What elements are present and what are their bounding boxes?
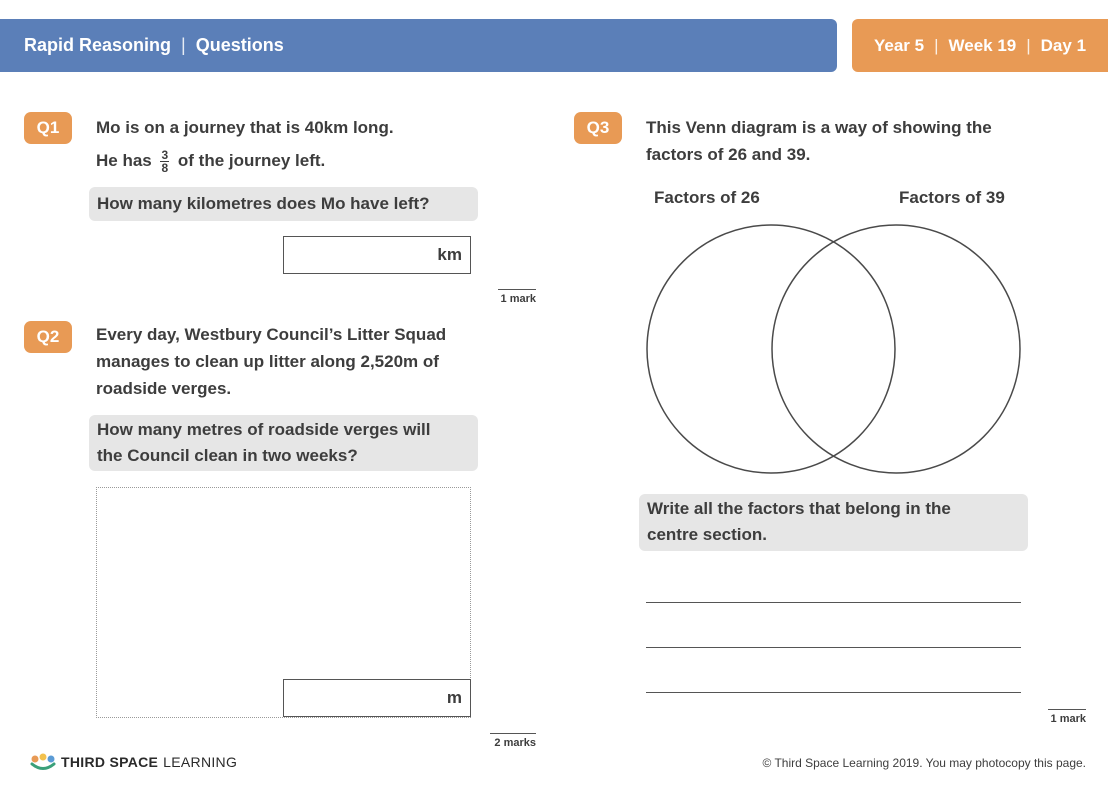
q1-question-box xyxy=(89,187,478,221)
year-label: Year 5 xyxy=(873,35,925,55)
q3-question-box xyxy=(639,494,1028,551)
q2-line-3: roadside verges. xyxy=(96,379,232,398)
q3-answer-line-2[interactable] xyxy=(646,647,1021,648)
q3-marks: 1 mark xyxy=(1048,709,1086,725)
venn-diagram xyxy=(640,218,1030,480)
footer-logo xyxy=(29,753,237,771)
venn-right-label: Factors of 39 xyxy=(899,188,1005,207)
logo-light-text: LEARNING xyxy=(163,754,238,770)
week-separator-2: | xyxy=(1026,35,1031,55)
q1-unit: km xyxy=(437,245,462,264)
header-bar xyxy=(0,19,837,72)
header-separator: | xyxy=(181,35,186,55)
venn-left-circle xyxy=(647,225,895,473)
header-section: Questions xyxy=(195,35,284,55)
q1-line2-after: of the journey left. xyxy=(177,151,326,170)
day-label: Day 1 xyxy=(1040,35,1087,55)
tsl-logo-icon xyxy=(29,753,57,771)
q1-text xyxy=(96,114,496,174)
q1-question: How many kilometres does Mo have left? xyxy=(97,194,430,213)
q2-line-1: Every day, Westbury Council’s Litter Squad xyxy=(96,325,447,344)
q2-marks: 2 marks xyxy=(490,733,536,749)
q3-text xyxy=(646,114,1066,168)
q3-question-line-2: centre section. xyxy=(647,525,767,544)
q3-line-2: factors of 26 and 39. xyxy=(646,145,811,164)
q1-marks: 1 mark xyxy=(498,289,536,305)
q2-text xyxy=(96,321,516,402)
q1-badge: Q1 xyxy=(24,112,72,144)
q2-unit: m xyxy=(446,688,462,707)
q2-answer-box[interactable] xyxy=(283,679,471,717)
q2-question-box xyxy=(89,415,478,471)
q1-line1: Mo is on a journey that is 40km long. xyxy=(96,118,394,137)
q3-answer-line-3[interactable] xyxy=(646,692,1021,693)
q3-line-1: This Venn diagram is a way of showing the xyxy=(646,118,992,137)
venn-left-label: Factors of 26 xyxy=(654,188,760,207)
week-separator-1: | xyxy=(934,35,939,55)
week-label: Week 19 xyxy=(948,35,1017,55)
q2-question-line-1: How many metres of roadside verges will xyxy=(97,420,431,439)
q3-badge: Q3 xyxy=(574,112,622,144)
q1-fraction-denominator: 8 xyxy=(161,161,169,176)
q2-question-line-2: the Council clean in two weeks? xyxy=(97,446,358,465)
q1-fraction-numerator: 3 xyxy=(161,148,169,163)
q1-answer-box[interactable] xyxy=(283,236,471,274)
q2-badge: Q2 xyxy=(24,321,72,353)
q3-answer-line-1[interactable] xyxy=(646,602,1021,603)
week-bar xyxy=(852,19,1108,72)
logo-bold-text: THIRD SPACE xyxy=(61,754,159,770)
q3-question-line-1: Write all the factors that belong in the xyxy=(647,499,951,518)
q1-line2-before: He has xyxy=(96,151,152,170)
footer-copyright: © Third Space Learning 2019. You may photocopy this page. xyxy=(762,756,1086,770)
venn-right-circle xyxy=(772,225,1020,473)
q1-line2 xyxy=(96,147,496,174)
q1-fraction xyxy=(160,149,169,174)
q2-line-2: manages to clean up litter along 2,520m of xyxy=(96,352,439,371)
header-title: Rapid Reasoning xyxy=(24,35,172,55)
